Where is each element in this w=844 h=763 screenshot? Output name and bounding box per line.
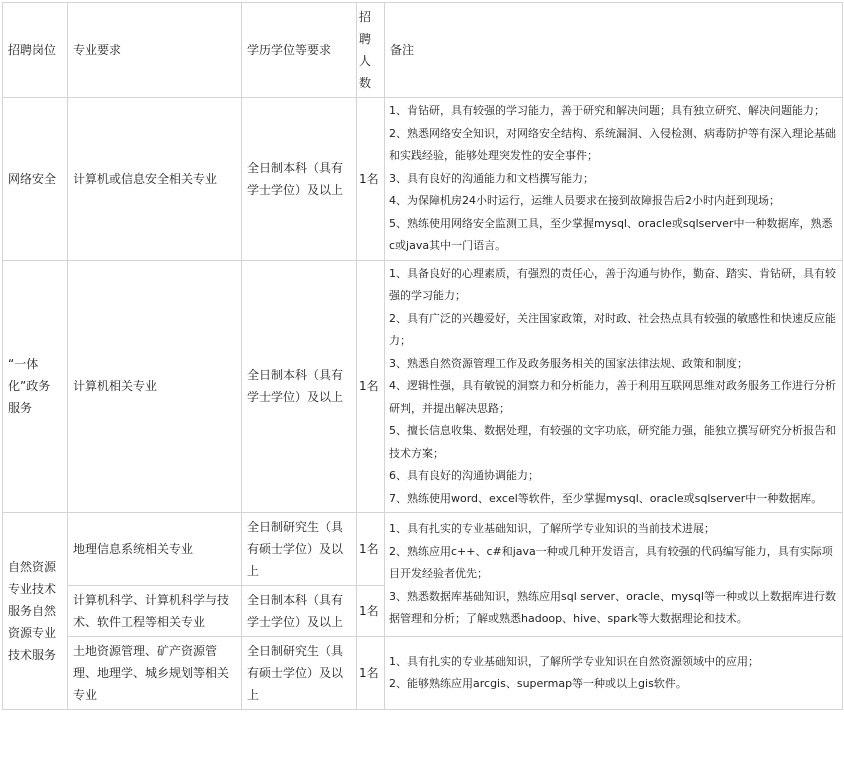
table-row bbox=[3, 513, 843, 586]
major-cell: 计算机或信息安全相关专业 bbox=[68, 98, 242, 261]
degree-cell: 全日制研究生（具有硕士学位）及以上 bbox=[242, 637, 357, 710]
note-line: 6、具有良好的沟通协调能力； bbox=[389, 469, 539, 482]
count-cell: 1名 bbox=[357, 98, 385, 261]
note-line: 2、能够熟练应用arcgis、supermap等一种或以上gis软件。 bbox=[389, 677, 687, 690]
header-count-char: 聘 bbox=[359, 32, 372, 46]
degree-cell: 全日制本科（具有学士学位）及以上 bbox=[242, 98, 357, 261]
degree-cell: 全日制研究生（具有硕士学位）及以上 bbox=[242, 513, 357, 586]
header-count-char: 招 bbox=[359, 10, 372, 24]
position-cell: “一体化”政务服务 bbox=[3, 260, 68, 513]
note-line: 5、擅长信息收集、数据处理，有较强的文字功底，研究能力强，能独立撰写研究分析报告和技术方案； bbox=[389, 424, 836, 460]
notes-cell bbox=[385, 637, 843, 710]
degree-cell: 全日制本科（具有学士学位）及以上 bbox=[242, 260, 357, 513]
note-line: 5、熟练使用网络安全监测工具，至少掌握mysql、oracle或sqlserver中一种数据库，熟悉c或java其中一门语言。 bbox=[389, 216, 833, 252]
degree-cell: 全日制本科（具有学士学位）及以上 bbox=[242, 586, 357, 637]
count-cell: 1名 bbox=[357, 260, 385, 513]
note-line: 1、肯钻研，具有较强的学习能力，善于研究和解决问题；具有独立研究、解决问题能力； bbox=[389, 104, 825, 117]
note-line: 3、具有良好的沟通能力和文档撰写能力； bbox=[389, 171, 594, 185]
notes-cell bbox=[385, 513, 843, 637]
note-line: 4、逻辑性强，具有敏锐的洞察力和分析能力，善于利用互联网思维对政务服务工作进行分析研判，并提出解决思路； bbox=[389, 379, 836, 415]
count-cell: 1名 bbox=[357, 513, 385, 586]
header-count bbox=[357, 3, 385, 98]
header-count-char: 人 bbox=[359, 54, 372, 68]
note-line: 1、具有扎实的专业基础知识，了解所学专业知识在自然资源领域中的应用； bbox=[389, 654, 759, 668]
note-line: 3、熟悉数据库基础知识，熟练应用sql server、oracle、mysql等一种或以上数据库进行数据管理和分析；了解或熟悉hadoop、hive、spark等大数据理论和技术。 bbox=[389, 589, 836, 626]
note-line: 2、具有广泛的兴趣爱好，关注国家政策，对时政、社会热点具有较强的敏感性和快速反应能力； bbox=[389, 311, 836, 347]
table-row bbox=[3, 260, 843, 513]
count-cell: 1名 bbox=[357, 586, 385, 637]
note-line: 7、熟练使用word、excel等软件，至少掌握mysql、oracle或sqlserver中一种数据库。 bbox=[389, 491, 823, 505]
note-line: 3、熟悉自然资源管理工作及政务服务相关的国家法律法规、政策和制度； bbox=[389, 356, 748, 370]
table-row bbox=[3, 637, 843, 710]
table-row bbox=[3, 98, 843, 261]
note-line: 1、具有扎实的专业基础知识，了解所学专业知识的当前技术进展； bbox=[389, 522, 715, 536]
note-line: 2、熟悉网络安全知识，对网络安全结构、系统漏洞、入侵检测、病毒防护等有深入理论基础和实践经验，能够处理突发性的安全事件； bbox=[389, 126, 836, 162]
major-cell: 地理信息系统相关专业 bbox=[68, 513, 242, 586]
note-line: 1、具备良好的心理素质，有强烈的责任心，善于沟通与协作，勤奋、踏实、肯钻研，具有较强的学习能力； bbox=[389, 266, 836, 302]
position-cell: 网络安全 bbox=[3, 98, 68, 261]
note-line: 4、为保障机房24小时运行，运维人员要求在接到故障报告后2小时内赶到现场； bbox=[389, 194, 780, 207]
major-cell: 土地资源管理、矿产资源管理、地理学、城乡规划等相关专业 bbox=[68, 637, 242, 710]
header-major: 专业要求 bbox=[68, 3, 242, 98]
header-position: 招聘岗位 bbox=[3, 3, 68, 98]
header-count-char: 数 bbox=[359, 76, 372, 90]
major-cell: 计算机科学、计算机科学与技术、软件工程等相关专业 bbox=[68, 586, 242, 637]
count-cell: 1名 bbox=[357, 637, 385, 710]
notes-cell bbox=[385, 98, 843, 261]
note-line: 2、熟练应用c++、c#和java一种或几种开发语言，具有较强的代码编写能力，具有实际项目开发经验者优先； bbox=[389, 544, 833, 581]
header-degree: 学历学位等要求 bbox=[242, 3, 357, 98]
position-cell-group: 自然资源专业技术服务自然资源专业技术服务 bbox=[3, 513, 68, 710]
major-cell: 计算机相关专业 bbox=[68, 260, 242, 513]
header-row bbox=[3, 3, 843, 98]
header-notes: 备注 bbox=[385, 3, 843, 98]
notes-cell bbox=[385, 260, 843, 513]
recruitment-table bbox=[2, 2, 843, 710]
